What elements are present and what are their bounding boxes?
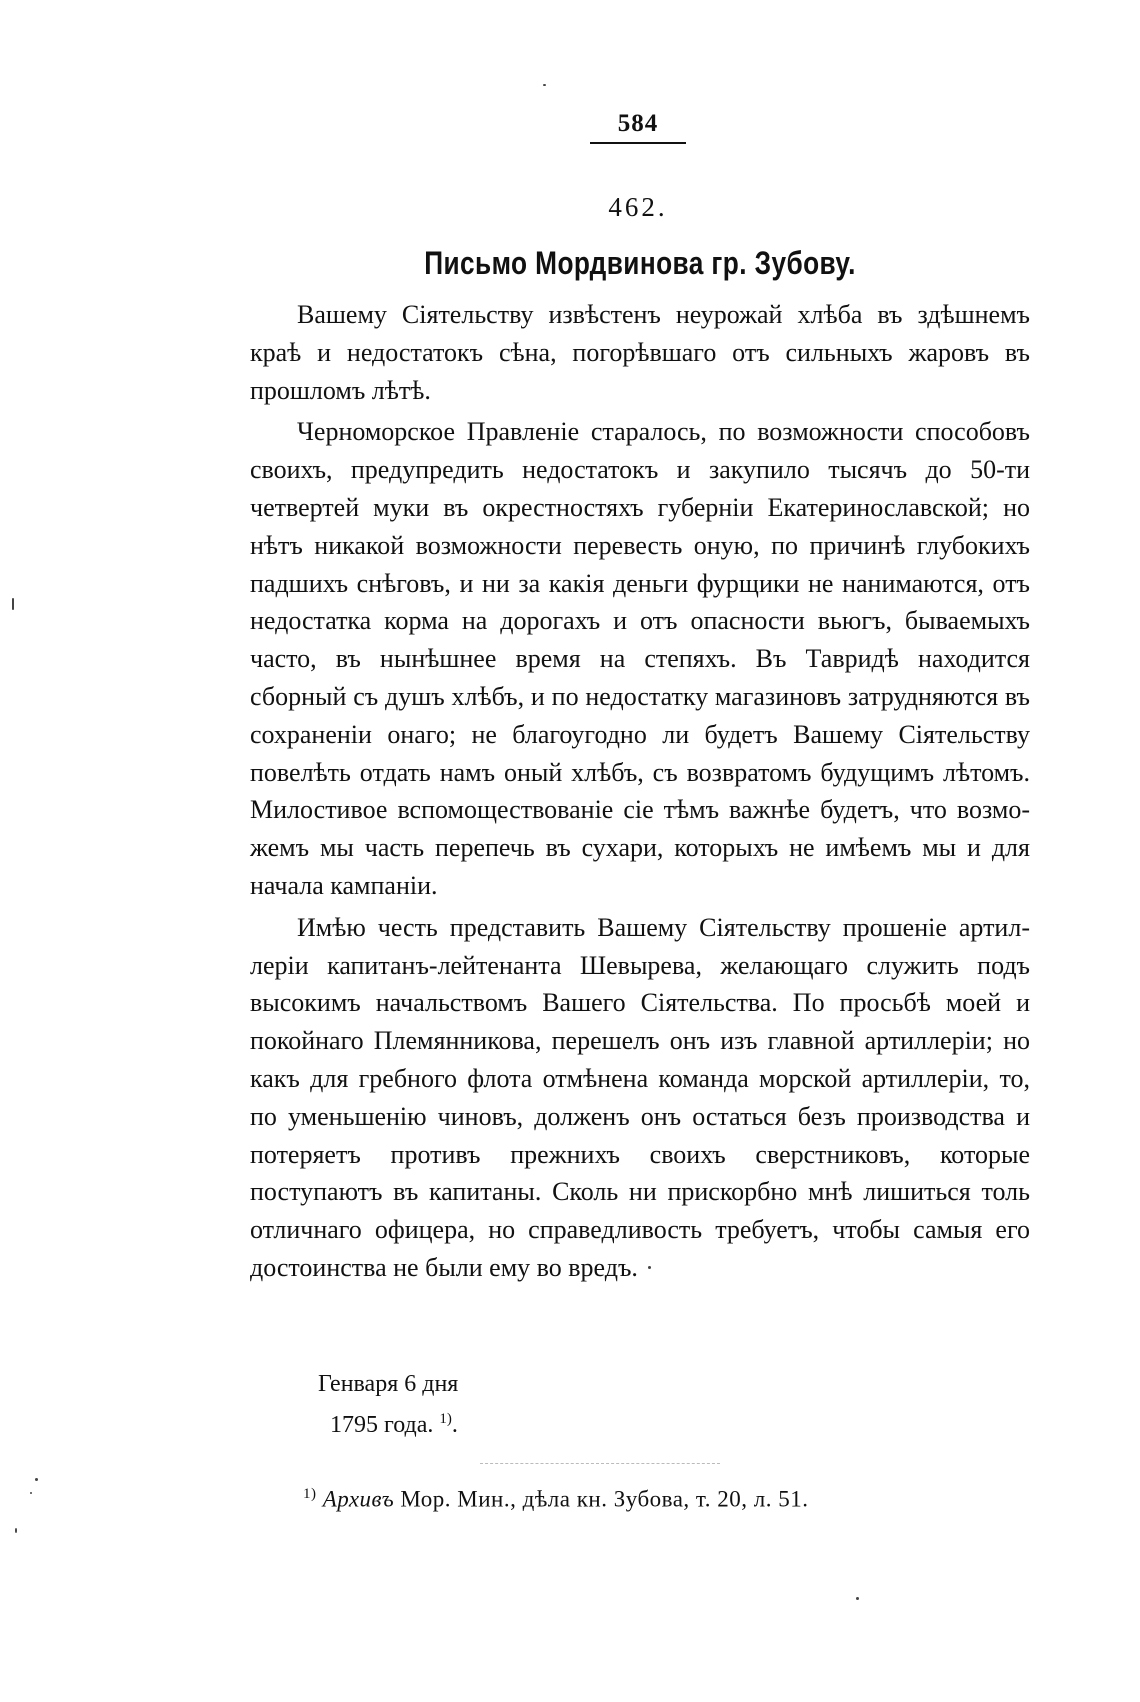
scan-speck — [543, 84, 546, 86]
document-title: Письмо Мордвинова гр. Зубову. — [424, 245, 856, 281]
document-number: 462. — [608, 192, 668, 222]
footnote-archive: Архивъ — [322, 1486, 395, 1512]
footnote-reference: 1) — [439, 1411, 452, 1427]
scan-speck — [15, 1528, 17, 1533]
scan-speck — [12, 598, 14, 610]
footnote-marker: 1) — [303, 1486, 317, 1502]
scan-speck — [648, 1266, 651, 1269]
footnote-marker-number: 1 — [303, 1486, 311, 1502]
paragraph-2: Черноморское Правленіе старалось, по возможности способовъ своихъ, предупредить недостатокъ и закупило тысячъ до 50-ти четвертей муки въ окрестностяхъ губерніи Екатеринославской; но нѣтъ никакой возможности перевесть оную, по причинѣ глубокихъ падшихъ снѣговъ, и ни за какія деньги фурщики не нанимаются, отъ недостатка корма на дорогахъ и отъ опасности вьюгъ, бываемыхъ часто, въ нынѣшнее время на степяхъ. Въ Тавридѣ находится сборный съ душъ хлѣбъ, и по недостатку магазиновъ затрудняются въ сохраненіи онаго; не благоугодно ли будетъ Вашему Сіятельству повелѣть отдать намъ оный хлѣбъ, съ возвратомъ будущимъ лѣтомъ. Милостивое вспомоществованіе сіе тѣмъ важнѣе будетъ, что возможемъ мы часть перепечь въ сухари, которыхъ не имѣемъ мы и для начала кампаніи. — [250, 417, 1030, 900]
paragraph-1: Вашему Сіятельству извѣстенъ неурожай хлѣба въ здѣшнемъ краѣ и недостатокъ сѣна, погорѣвшаго отъ сильныхъ жаровъ въ прошломъ лѣтѣ. — [250, 300, 1030, 405]
footnote — [303, 1479, 808, 1515]
date-line-day: Генваря 6 дня — [318, 1371, 459, 1397]
scan-speck — [30, 1492, 32, 1494]
date-line-year: 1795 года. $^{1)}$. — [330, 1411, 458, 1438]
paragraph-3: Имѣю честь представить Вашему Сіятельству прошеніе артиллеріи капитанъ-лейтенанта Шевырева, желающаго служить подъ высокимъ начальствомъ Вашего Сіятельства. По просьбѣ моей и покойнаго Племянникова, перешелъ онъ изъ главной артиллеріи; но какъ для гребного флота отмѣнена команда морской артиллеріи, то, по уменьшенію чиновъ, долженъ онъ остаться безъ производства и потеряетъ противъ прежнихъ своихъ сверстниковъ, которые поступаютъ въ капитаны. Сколь ни прискорбно мнѣ лишиться толь отличнаго офицера, но справедливость требуетъ, чтобы самыя его достоинства не были ему во вредъ. — [250, 912, 1030, 1282]
footnote-reference-number: 1 — [439, 1411, 447, 1427]
scan-speck — [35, 1478, 38, 1481]
letter-body — [250, 296, 1030, 1291]
scan-speck — [856, 1597, 859, 1600]
footnote-divider — [480, 1463, 720, 1464]
page-number: 584 — [590, 110, 686, 144]
date-year-text: 1795 года. — [330, 1412, 434, 1438]
footnote-text: Мор. Мин., дѣла кн. Зубова, т. 20, л. 51. — [394, 1486, 809, 1512]
date-block — [318, 1367, 458, 1443]
